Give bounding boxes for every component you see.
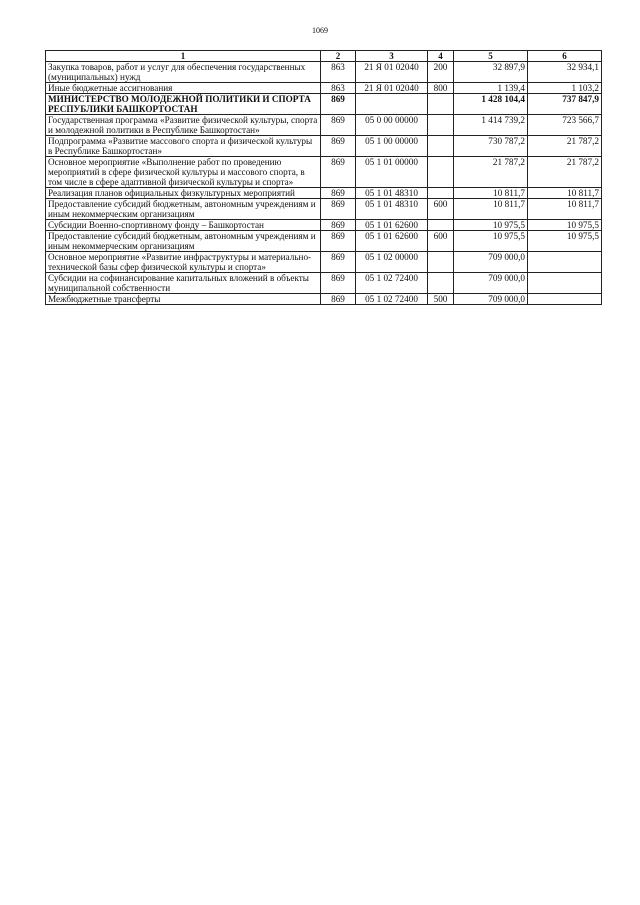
row-vr-cell bbox=[428, 188, 454, 199]
row-sum2-cell: 10 811,7 bbox=[528, 188, 602, 199]
row-ved-cell: 869 bbox=[321, 294, 356, 305]
table-row bbox=[46, 220, 602, 231]
row-code-cell: 05 1 02 00000 bbox=[356, 252, 428, 273]
row-ved-cell: 869 bbox=[321, 157, 356, 188]
row-vr-cell bbox=[428, 115, 454, 136]
row-name-cell: МИНИСТЕРСТВО МОЛОДЕЖНОЙ ПОЛИТИКИ И СПОРТА РЕСПУБЛИКИ БАШКОРТОСТАН bbox=[46, 94, 321, 115]
table-header-row bbox=[46, 51, 602, 62]
row-code-cell: 05 1 01 62600 bbox=[356, 231, 428, 252]
row-vr-cell bbox=[428, 220, 454, 231]
row-name-cell: Подпрограмма «Развитие массового спорта и физической культуры в Республике Башкортостан» bbox=[46, 136, 321, 157]
row-sum2-cell bbox=[528, 273, 602, 294]
row-vr-cell: 800 bbox=[428, 83, 454, 94]
row-code-cell: 05 1 02 72400 bbox=[356, 294, 428, 305]
row-name-cell: Реализация планов официальных физкультурных мероприятий bbox=[46, 188, 321, 199]
row-sum2-cell: 10 811,7 bbox=[528, 199, 602, 220]
column-header: 3 bbox=[356, 51, 428, 62]
row-code-cell: 05 1 01 48310 bbox=[356, 199, 428, 220]
row-sum1-cell: 1 414 739,2 bbox=[454, 115, 528, 136]
row-code-cell: 05 1 01 62600 bbox=[356, 220, 428, 231]
row-sum1-cell: 1 428 104,4 bbox=[454, 94, 528, 115]
row-name-cell: Предоставление субсидий бюджетным, автономным учреждениям и иным некоммерческим организациям bbox=[46, 231, 321, 252]
table-row bbox=[46, 115, 602, 136]
table-row bbox=[46, 94, 602, 115]
row-ved-cell: 869 bbox=[321, 94, 356, 115]
row-name-cell: Иные бюджетные ассигнования bbox=[46, 83, 321, 94]
row-name-cell: Основное мероприятие «Развитие инфраструктуры и материально-технической базы сфер физической культуры и спорта» bbox=[46, 252, 321, 273]
row-sum2-cell: 21 787,2 bbox=[528, 136, 602, 157]
table-row bbox=[46, 188, 602, 199]
row-vr-cell: 600 bbox=[428, 231, 454, 252]
row-ved-cell: 863 bbox=[321, 62, 356, 83]
row-name-cell: Межбюджетные трансферты bbox=[46, 294, 321, 305]
table-row bbox=[46, 62, 602, 83]
row-sum1-cell: 10 975,5 bbox=[454, 231, 528, 252]
row-sum2-cell bbox=[528, 294, 602, 305]
row-ved-cell: 869 bbox=[321, 188, 356, 199]
row-ved-cell: 869 bbox=[321, 220, 356, 231]
table-row bbox=[46, 136, 602, 157]
page-number: 1069 bbox=[312, 26, 328, 35]
row-sum1-cell: 32 897,9 bbox=[454, 62, 528, 83]
row-code-cell: 05 1 02 72400 bbox=[356, 273, 428, 294]
row-sum1-cell: 1 139,4 bbox=[454, 83, 528, 94]
table-row bbox=[46, 199, 602, 220]
row-sum1-cell: 10 811,7 bbox=[454, 188, 528, 199]
row-name-cell: Предоставление субсидий бюджетным, автономным учреждениям и иным некоммерческим организациям bbox=[46, 199, 321, 220]
row-code-cell: 05 1 01 00000 bbox=[356, 157, 428, 188]
row-vr-cell: 200 bbox=[428, 62, 454, 83]
row-name-cell: Субсидии Военно-спортивному фонду – Башкортостан bbox=[46, 220, 321, 231]
row-name-cell: Государственная программа «Развитие физической культуры, спорта и молодежной политики в Республике Башкортостан» bbox=[46, 115, 321, 136]
row-code-cell: 05 0 00 00000 bbox=[356, 115, 428, 136]
budget-table bbox=[45, 50, 602, 305]
row-code-cell: 05 1 00 00000 bbox=[356, 136, 428, 157]
row-ved-cell: 863 bbox=[321, 83, 356, 94]
column-header: 5 bbox=[454, 51, 528, 62]
row-vr-cell bbox=[428, 273, 454, 294]
row-vr-cell: 500 bbox=[428, 294, 454, 305]
row-vr-cell bbox=[428, 252, 454, 273]
row-code-cell bbox=[356, 94, 428, 115]
row-code-cell: 21 Я 01 02040 bbox=[356, 62, 428, 83]
row-sum2-cell: 32 934,1 bbox=[528, 62, 602, 83]
table-body bbox=[46, 62, 602, 305]
row-ved-cell: 869 bbox=[321, 136, 356, 157]
table-row bbox=[46, 273, 602, 294]
row-name-cell: Субсидии на софинансирование капитальных вложений в объекты муниципальной собственности bbox=[46, 273, 321, 294]
row-sum1-cell: 21 787,2 bbox=[454, 157, 528, 188]
row-name-cell: Закупка товаров, работ и услуг для обеспечения государственных (муниципальных) нужд bbox=[46, 62, 321, 83]
row-sum2-cell: 723 566,7 bbox=[528, 115, 602, 136]
table-row bbox=[46, 231, 602, 252]
row-vr-cell bbox=[428, 136, 454, 157]
row-vr-cell bbox=[428, 94, 454, 115]
row-ved-cell: 869 bbox=[321, 199, 356, 220]
row-sum2-cell: 10 975,5 bbox=[528, 231, 602, 252]
table-row bbox=[46, 157, 602, 188]
column-header: 2 bbox=[321, 51, 356, 62]
row-sum1-cell: 709 000,0 bbox=[454, 273, 528, 294]
table-row bbox=[46, 252, 602, 273]
row-sum2-cell: 1 103,2 bbox=[528, 83, 602, 94]
row-sum2-cell: 737 847,9 bbox=[528, 94, 602, 115]
row-vr-cell bbox=[428, 157, 454, 188]
row-sum2-cell: 21 787,2 bbox=[528, 157, 602, 188]
row-ved-cell: 869 bbox=[321, 273, 356, 294]
column-header: 1 bbox=[46, 51, 321, 62]
table-row bbox=[46, 83, 602, 94]
row-name-cell: Основное мероприятие «Выполнение работ по проведению мероприятий в сфере физической культуры и массового спорта, в том числе в сфере адаптивной физической культуры и спорта» bbox=[46, 157, 321, 188]
column-header: 6 bbox=[528, 51, 602, 62]
row-sum2-cell bbox=[528, 252, 602, 273]
row-ved-cell: 869 bbox=[321, 231, 356, 252]
row-sum1-cell: 709 000,0 bbox=[454, 294, 528, 305]
table-row bbox=[46, 294, 602, 305]
row-ved-cell: 869 bbox=[321, 252, 356, 273]
row-sum1-cell: 730 787,2 bbox=[454, 136, 528, 157]
row-sum1-cell: 709 000,0 bbox=[454, 252, 528, 273]
row-sum2-cell: 10 975,5 bbox=[528, 220, 602, 231]
row-code-cell: 21 Я 01 02040 bbox=[356, 83, 428, 94]
column-header: 4 bbox=[428, 51, 454, 62]
row-sum1-cell: 10 811,7 bbox=[454, 199, 528, 220]
row-code-cell: 05 1 01 48310 bbox=[356, 188, 428, 199]
row-ved-cell: 869 bbox=[321, 115, 356, 136]
row-vr-cell: 600 bbox=[428, 199, 454, 220]
row-sum1-cell: 10 975,5 bbox=[454, 220, 528, 231]
